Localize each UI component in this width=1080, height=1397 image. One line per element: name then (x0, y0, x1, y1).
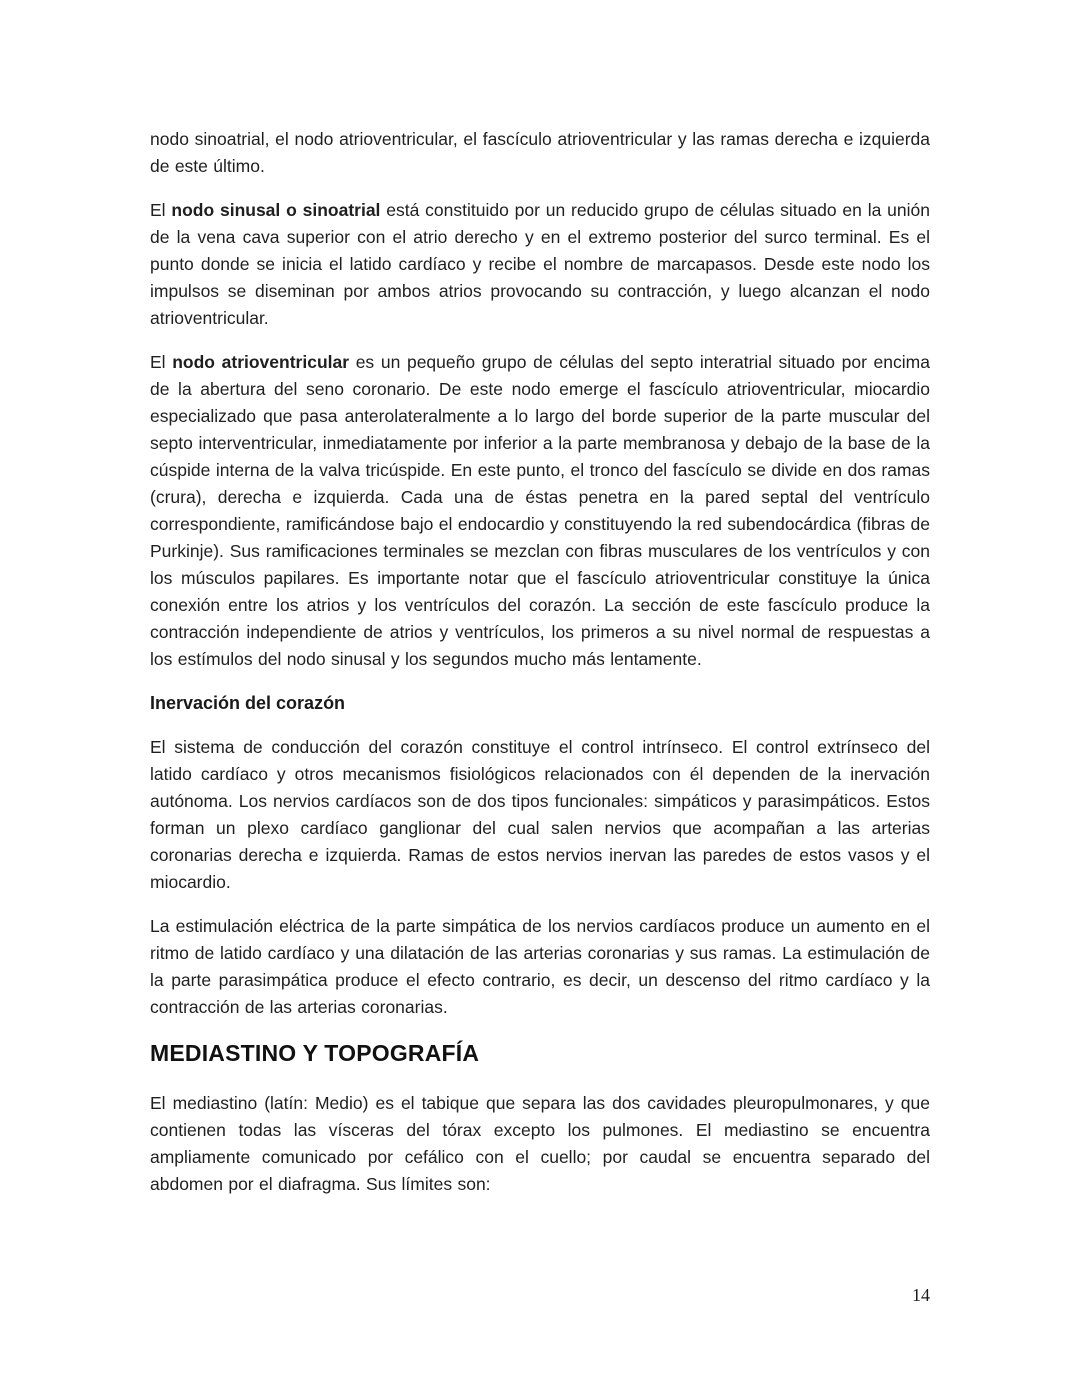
bold-term-av-node: nodo atrioventricular (172, 352, 350, 372)
paragraph-lead-text: El (150, 200, 172, 220)
paragraph-conduction-continued: nodo sinoatrial, el nodo atrioventricular, el fascículo atrioventricular y las ramas derecha e izquierda de este último. (150, 129, 930, 176)
paragraph-body-text: es un pequeño grupo de células del septo interatrial situado por encima de la abertura del seno coronario. De este nodo emerge el fascículo atrioventricular, miocardio especializado que pasa anterolateralmente a lo largo del borde superior de la parte muscular del septo interventricular, inmediatamente por inferior a la parte membranosa y debajo de la base de la cúspide interna de la valva tricúspide. En este punto, el tronco del fascículo se divide en dos ramas (crura), derecha e izquierda. Cada una de éstas penetra en la pared septal del ventrículo correspondiente, ramificándose bajo el endocardio y constituyendo la red subendocárdica (fibras de Purkinje). Sus ramificaciones terminales se mezclan con fibras musculares de los ventrículos y con los músculos papilares. Es importante notar que el fascículo atrioventricular constituye la única conexión entre los atrios y los ventrículos del corazón. La sección de este fascículo produce la contracción independiente de atrios y ventrículos, los primeros a su nivel normal de respuestas a los estímulos del nodo sinusal y los segundos mucho más lentamente. (150, 352, 930, 669)
paragraph-stimulation: La estimulación eléctrica de la parte simpática de los nervios cardíacos produce un aumento en el ritmo de latido cardíaco y una dilatación de las arterias coronarias y sus ramas. La estimulación de la parte parasimpática produce el efecto contrario, es decir, un descenso del ritmo cardíaco y la contracción de las arterias coronarias. (150, 916, 930, 1017)
page-number: 14 (912, 1285, 930, 1305)
paragraph-sinus-node (150, 197, 930, 332)
paragraph-mediastinum: El mediastino (latín: Medio) es el tabique que separa las dos cavidades pleuropulmonares, y que contienen todas las vísceras del tórax excepto los pulmones. El mediastino se encuentra ampliamente comunicado por cefálico con el cuello; por caudal se encuentra separado del abdomen por el diafragma. Sus límites son: (150, 1093, 930, 1194)
paragraph-body-text: está constituido por un reducido grupo de células situado en la unión de la vena cava superior con el atrio derecho y en el extremo posterior del surco terminal. Es el punto donde se inicia el latido cardíaco y recibe el nombre de marcapasos. Desde este nodo los impulsos se diseminan por ambos atrios provocando su contracción, y luego alcanzan el nodo atrioventricular. (150, 200, 930, 328)
heading-mediastinum: MEDIASTINO Y TOPOGRAFÍA (150, 1040, 480, 1066)
paragraph-av-node (150, 349, 930, 673)
bold-term-sinus-node: nodo sinusal o sinoatrial (171, 200, 381, 220)
heading-innervation: Inervación del corazón (150, 693, 346, 713)
paragraph-innervation: El sistema de conducción del corazón constituye el control intrínseco. El control extrínseco del latido cardíaco y otros mecanismos fisiológicos relacionados con él dependen de la inervación autónoma. Los nervios cardíacos son de dos tipos funcionales: simpáticos y parasimpáticos. Estos forman un plexo cardíaco ganglionar del cual salen nervios que acompañan a las arterias coronarias derecha e izquierda. Ramas de estos nervios inervan las paredes de estos vasos y el miocardio. (150, 737, 930, 892)
paragraph-lead-text: El (150, 352, 173, 372)
